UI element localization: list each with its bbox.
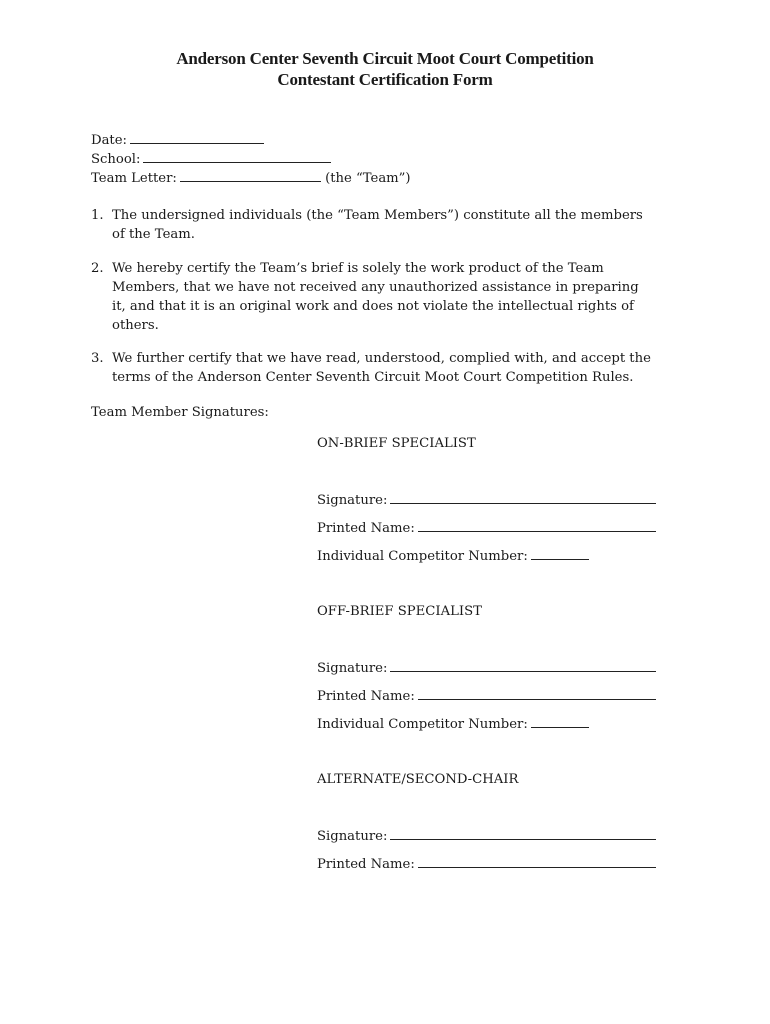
- team-letter-field[interactable]: [91, 169, 411, 188]
- item-text-line: The undersigned individuals (the “Team Members”) constitute all the members: [112, 208, 643, 223]
- on-brief-signature-field[interactable]: [317, 491, 656, 510]
- on-brief-printed-name-field[interactable]: [317, 519, 656, 538]
- form-title: Anderson Center Seventh Circuit Moot Court Competition: [176, 49, 594, 68]
- signature-label: Signature:: [317, 661, 388, 676]
- school-field[interactable]: [91, 150, 331, 169]
- signature-blank[interactable]: [390, 828, 656, 840]
- item-text-line: it, and that it is an original work and does not violate the intellectual rights of: [112, 299, 634, 314]
- role-heading-off-brief: OFF-BRIEF SPECIALIST: [317, 604, 482, 619]
- role-heading-on-brief: ON-BRIEF SPECIALIST: [317, 436, 476, 451]
- date-label: Date:: [91, 133, 127, 148]
- item-text-line: We further certify that we have read, understood, complied with, and accept the: [112, 351, 651, 366]
- printed-name-label: Printed Name:: [317, 857, 415, 872]
- team-suffix: (the “Team”): [325, 171, 411, 186]
- role-heading-alternate: ALTERNATE/SECOND-CHAIR: [317, 772, 519, 787]
- item-text-line: others.: [112, 318, 159, 333]
- off-brief-printed-name-field[interactable]: [317, 687, 656, 706]
- printed-name-blank[interactable]: [418, 688, 656, 700]
- competitor-number-label: Individual Competitor Number:: [317, 549, 528, 564]
- alternate-printed-name-field[interactable]: [317, 855, 656, 874]
- on-brief-competitor-number-field[interactable]: [317, 547, 589, 566]
- printed-name-label: Printed Name:: [317, 689, 415, 704]
- item-number: 1.: [91, 208, 104, 223]
- signature-label: Signature:: [317, 493, 388, 508]
- item-text-line: terms of the Anderson Center Seventh Circuit Moot Court Competition Rules.: [112, 370, 634, 385]
- item-text-line: We hereby certify the Team’s brief is solely the work product of the Team: [112, 261, 604, 276]
- printed-name-label: Printed Name:: [317, 521, 415, 536]
- signature-label: Signature:: [317, 829, 388, 844]
- competitor-number-blank[interactable]: [531, 716, 589, 728]
- item-text-line: of the Team.: [112, 227, 195, 242]
- date-blank[interactable]: [130, 132, 264, 144]
- school-blank[interactable]: [143, 151, 331, 163]
- signature-blank[interactable]: [390, 492, 656, 504]
- signatures-heading: Team Member Signatures:: [91, 405, 269, 420]
- printed-name-blank[interactable]: [418, 856, 656, 868]
- off-brief-competitor-number-field[interactable]: [317, 715, 589, 734]
- date-field[interactable]: [91, 131, 264, 150]
- competitor-number-label: Individual Competitor Number:: [317, 717, 528, 732]
- competitor-number-blank[interactable]: [531, 548, 589, 560]
- team-letter-blank[interactable]: [180, 170, 321, 182]
- printed-name-blank[interactable]: [418, 520, 656, 532]
- alternate-signature-field[interactable]: [317, 827, 656, 846]
- form-subtitle: Contestant Certification Form: [277, 70, 493, 89]
- off-brief-signature-field[interactable]: [317, 659, 656, 678]
- team-letter-label: Team Letter:: [91, 171, 177, 186]
- item-text-line: Members, that we have not received any unauthorized assistance in preparing: [112, 280, 639, 295]
- item-number: 3.: [91, 351, 104, 366]
- item-number: 2.: [91, 261, 104, 276]
- signature-blank[interactable]: [390, 660, 656, 672]
- school-label: School:: [91, 152, 141, 167]
